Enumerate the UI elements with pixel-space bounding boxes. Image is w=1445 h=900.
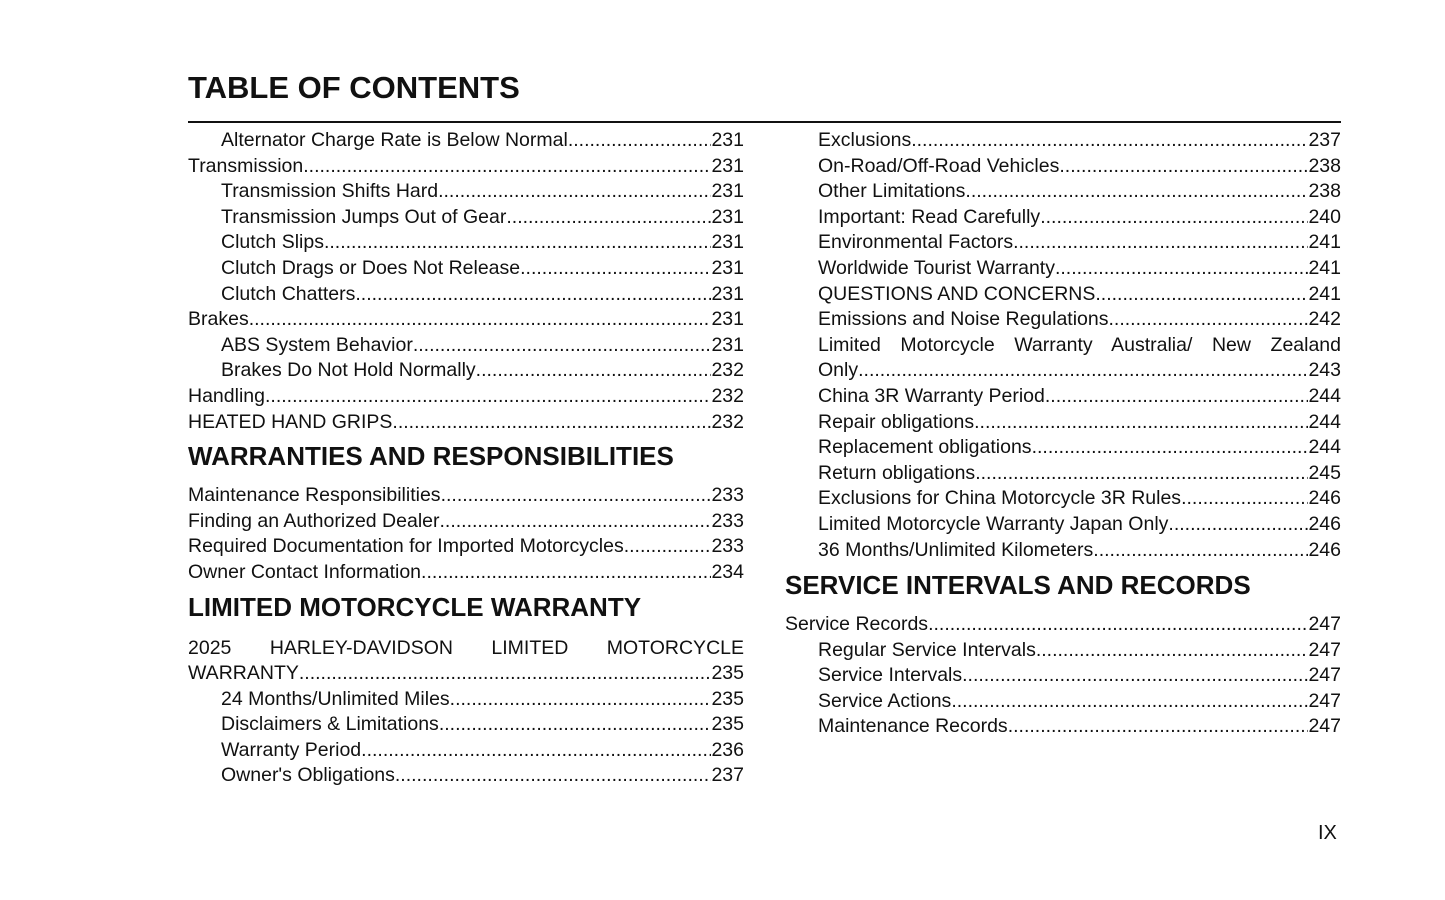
toc-entry[interactable] bbox=[785, 384, 1341, 410]
toc-entry-page: 231 bbox=[711, 282, 744, 305]
toc-entry[interactable] bbox=[188, 282, 744, 308]
toc-entry-page: 241 bbox=[1308, 256, 1341, 279]
toc-leader-dots bbox=[1181, 486, 1308, 512]
page-title: TABLE OF CONTENTS bbox=[188, 70, 520, 105]
toc-entry[interactable] bbox=[785, 486, 1341, 512]
toc-entry-title: WARRANTY bbox=[188, 662, 299, 685]
toc-entry-title: Finding an Authorized Dealer bbox=[188, 509, 440, 532]
toc-entry-page: 247 bbox=[1308, 638, 1341, 661]
toc-entry-harley-line1[interactable]: 2025 HARLEY-DAVIDSON LIMITED MOTORCYCLE bbox=[188, 636, 744, 659]
toc-leader-dots bbox=[303, 154, 711, 180]
toc-group bbox=[188, 128, 744, 435]
toc-leader-dots bbox=[962, 663, 1308, 689]
toc-entry[interactable] bbox=[785, 358, 1341, 384]
toc-leader-dots bbox=[1059, 154, 1308, 180]
toc-leader-dots bbox=[568, 128, 712, 154]
section-heading-warranties: WARRANTIES AND RESPONSIBILITIES bbox=[188, 441, 674, 472]
toc-entry[interactable] bbox=[188, 205, 744, 231]
toc-leader-dots bbox=[1168, 512, 1308, 538]
toc-entry[interactable] bbox=[785, 256, 1341, 282]
toc-leader-dots bbox=[355, 282, 711, 308]
toc-entry-page: 241 bbox=[1308, 231, 1341, 254]
toc-entry-page: 233 bbox=[711, 535, 744, 558]
toc-entry-page: 233 bbox=[711, 509, 744, 532]
toc-entry-page: 244 bbox=[1308, 436, 1341, 459]
toc-entry-title: Worldwide Tourist Warranty bbox=[818, 256, 1055, 279]
section-heading-service: SERVICE INTERVALS AND RECORDS bbox=[785, 570, 1251, 601]
toc-entry[interactable] bbox=[785, 179, 1341, 205]
toc-entry[interactable] bbox=[188, 230, 744, 256]
toc-entry-title: Limited Motorcycle Warranty Japan Only bbox=[818, 512, 1169, 535]
toc-leader-dots bbox=[858, 358, 1308, 384]
toc-entry-title: Warranty Period bbox=[221, 738, 362, 761]
toc-leader-dots bbox=[974, 410, 1308, 436]
toc-entry-page: 247 bbox=[1308, 613, 1341, 636]
toc-entry-title: Owner's Obligations bbox=[221, 764, 395, 787]
toc-entry-page: 231 bbox=[711, 129, 744, 151]
toc-entry-page: 231 bbox=[711, 154, 744, 177]
toc-leader-dots bbox=[1036, 638, 1309, 664]
toc-group bbox=[785, 384, 1341, 563]
toc-entry-title: Handling bbox=[188, 384, 265, 407]
toc-entry-title: Service Actions bbox=[818, 689, 952, 712]
toc-entry-title: Clutch Drags or Does Not Release bbox=[221, 256, 521, 279]
toc-entry-page: 245 bbox=[1308, 461, 1341, 484]
toc-entry[interactable] bbox=[188, 763, 744, 789]
toc-entry-title: Clutch Slips bbox=[221, 231, 324, 254]
toc-entry-page: 237 bbox=[1308, 129, 1341, 151]
toc-leader-dots bbox=[1032, 435, 1309, 461]
toc-entry-title: Service Intervals bbox=[818, 664, 963, 687]
toc-entry-title: Brakes bbox=[188, 308, 249, 331]
toc-leader-dots bbox=[911, 128, 1308, 154]
toc-entry-page: 247 bbox=[1308, 715, 1341, 738]
toc-group bbox=[188, 483, 744, 585]
toc-leader-dots bbox=[395, 763, 712, 789]
toc-entry[interactable] bbox=[188, 712, 744, 738]
toc-entry-page: 244 bbox=[1308, 410, 1341, 433]
toc-entry-title: Replacement obligations bbox=[818, 436, 1032, 459]
toc-leader-dots bbox=[1093, 538, 1308, 564]
toc-entry-page: 246 bbox=[1308, 487, 1341, 510]
toc-entry-title: 24 Months/Unlimited Miles bbox=[221, 687, 450, 710]
toc-entry-page: 231 bbox=[711, 256, 744, 279]
toc-leader-dots bbox=[249, 307, 712, 333]
toc-leader-dots bbox=[1108, 307, 1308, 333]
toc-entry[interactable] bbox=[188, 534, 744, 560]
toc-entry-page: 238 bbox=[1308, 180, 1341, 203]
toc-entry-page: 235 bbox=[711, 687, 744, 710]
toc-entry-page: 247 bbox=[1308, 689, 1341, 712]
toc-entry-australia-line1[interactable]: Limited Motorcycle Warranty Australia/ New Zealand bbox=[818, 333, 1341, 356]
toc-entry-page: 231 bbox=[711, 205, 744, 228]
toc-left-column bbox=[188, 128, 744, 789]
toc-entry-page: 246 bbox=[1308, 538, 1341, 561]
toc-entry-title: Required Documentation for Imported Motorcycles bbox=[188, 535, 624, 558]
toc-entry-title: Disclaimers & Limitations bbox=[221, 713, 439, 736]
toc-entry[interactable] bbox=[785, 435, 1341, 461]
toc-entry[interactable] bbox=[785, 461, 1341, 487]
toc-entry-title: On-Road/Off-Road Vehicles bbox=[818, 154, 1060, 177]
toc-entry[interactable] bbox=[188, 128, 744, 154]
toc-entry-title: 36 Months/Unlimited Kilometers bbox=[818, 538, 1094, 561]
toc-entry-page: 234 bbox=[711, 560, 744, 583]
toc-entry-page: 231 bbox=[711, 308, 744, 331]
toc-entry-title: Maintenance Records bbox=[818, 715, 1008, 738]
toc-entry-page: 242 bbox=[1308, 308, 1341, 331]
toc-entry[interactable] bbox=[188, 307, 744, 333]
toc-entry-page: 231 bbox=[711, 180, 744, 203]
toc-leader-dots bbox=[421, 560, 711, 586]
toc-entry-title: China 3R Warranty Period bbox=[818, 384, 1045, 407]
toc-entry-page: 246 bbox=[1308, 512, 1341, 535]
toc-entry[interactable] bbox=[785, 612, 1341, 638]
section-heading-limited-warranty: LIMITED MOTORCYCLE WARRANTY bbox=[188, 591, 642, 622]
toc-entry[interactable] bbox=[785, 128, 1341, 154]
toc-entry-page: 236 bbox=[711, 738, 744, 761]
toc-entry[interactable] bbox=[188, 483, 744, 509]
toc-entry[interactable] bbox=[188, 560, 744, 586]
toc-leader-dots bbox=[1008, 714, 1309, 740]
toc-entry[interactable] bbox=[785, 538, 1341, 564]
toc-leader-dots bbox=[361, 738, 711, 764]
toc-entry[interactable] bbox=[188, 661, 744, 687]
toc-leader-dots bbox=[1013, 230, 1308, 256]
toc-entry[interactable] bbox=[785, 410, 1341, 436]
toc-entry-title: Important: Read Carefully bbox=[818, 205, 1041, 228]
toc-entry[interactable] bbox=[188, 509, 744, 535]
title-divider bbox=[188, 121, 1341, 123]
toc-entry-title: Other Limitations bbox=[818, 180, 966, 203]
toc-entry-title: Service Records bbox=[785, 613, 929, 636]
toc-entry-title: Clutch Chatters bbox=[221, 282, 356, 305]
toc-entry-page: 231 bbox=[711, 231, 744, 254]
toc-entry[interactable] bbox=[785, 282, 1341, 308]
toc-group bbox=[785, 128, 1341, 333]
toc-entry[interactable] bbox=[188, 154, 744, 180]
toc-leader-dots bbox=[928, 612, 1308, 638]
toc-entry-page: 240 bbox=[1308, 205, 1341, 228]
toc-leader-dots bbox=[1095, 282, 1308, 308]
toc-leader-dots bbox=[965, 179, 1308, 205]
toc-entry[interactable] bbox=[785, 663, 1341, 689]
toc-leader-dots bbox=[624, 534, 712, 560]
toc-leader-dots bbox=[450, 687, 712, 713]
toc-leader-dots bbox=[975, 461, 1308, 487]
toc-entry-title: Brakes Do Not Hold Normally bbox=[221, 359, 476, 382]
toc-entry[interactable] bbox=[188, 333, 744, 359]
toc-entry-title: Exclusions for China Motorcycle 3R Rules bbox=[818, 487, 1182, 510]
toc-leader-dots bbox=[324, 230, 711, 256]
toc-entry-page: 235 bbox=[711, 713, 744, 736]
toc-entry-page: 247 bbox=[1308, 664, 1341, 687]
toc-leader-dots bbox=[265, 384, 711, 410]
toc-leader-dots bbox=[438, 179, 711, 205]
toc-entry[interactable] bbox=[785, 307, 1341, 333]
toc-leader-dots bbox=[413, 333, 712, 359]
toc-entry-title: Alternator Charge Rate is Below Normal bbox=[221, 129, 568, 151]
toc-entry-title: HEATED HAND GRIPS bbox=[188, 410, 393, 433]
toc-entry-title: Transmission Shifts Hard bbox=[221, 180, 439, 203]
toc-leader-dots bbox=[299, 661, 712, 687]
toc-entry-page: 231 bbox=[711, 333, 744, 356]
toc-entry[interactable] bbox=[188, 410, 744, 436]
toc-entry-title: Only bbox=[818, 359, 859, 382]
toc-leader-dots bbox=[476, 358, 712, 384]
toc-entry-title: Environmental Factors bbox=[818, 231, 1014, 254]
toc-leader-dots bbox=[1045, 384, 1309, 410]
toc-entry-page: 232 bbox=[711, 359, 744, 382]
toc-entry-title: QUESTIONS AND CONCERNS bbox=[818, 282, 1096, 305]
toc-leader-dots bbox=[441, 483, 712, 509]
toc-entry-title: Repair obligations bbox=[818, 410, 975, 433]
toc-leader-dots bbox=[506, 205, 711, 231]
toc-entry[interactable] bbox=[188, 738, 744, 764]
toc-entry-title: Regular Service Intervals bbox=[818, 638, 1036, 661]
toc-entry[interactable] bbox=[785, 230, 1341, 256]
toc-entry-title: Transmission Jumps Out of Gear bbox=[221, 205, 507, 228]
toc-entry-page: 243 bbox=[1308, 359, 1341, 382]
toc-entry[interactable] bbox=[785, 154, 1341, 180]
toc-leader-dots bbox=[392, 410, 711, 436]
toc-leader-dots bbox=[439, 712, 712, 738]
toc-entry[interactable] bbox=[188, 358, 744, 384]
toc-entry[interactable] bbox=[785, 512, 1341, 538]
toc-entry-page: 232 bbox=[711, 410, 744, 433]
toc-entry-title: Exclusions bbox=[818, 129, 912, 151]
toc-entry[interactable] bbox=[188, 384, 744, 410]
toc-entry-page: 233 bbox=[711, 484, 744, 507]
toc-leader-dots bbox=[1040, 205, 1308, 231]
toc-leader-dots bbox=[951, 689, 1308, 715]
toc-entry-page: 237 bbox=[711, 764, 744, 787]
toc-leader-dots bbox=[440, 509, 712, 535]
toc-entry[interactable] bbox=[785, 689, 1341, 715]
toc-leader-dots bbox=[1055, 256, 1308, 282]
toc-entry-page: 235 bbox=[711, 662, 744, 685]
toc-group bbox=[188, 687, 744, 789]
toc-entry-page: 232 bbox=[711, 384, 744, 407]
toc-right-column bbox=[785, 128, 1341, 740]
toc-entry[interactable] bbox=[785, 714, 1341, 740]
toc-entry[interactable] bbox=[188, 179, 744, 205]
toc-entry-title: Owner Contact Information bbox=[188, 560, 422, 583]
toc-entry-page: 238 bbox=[1308, 154, 1341, 177]
toc-entry-title: Return obligations bbox=[818, 461, 976, 484]
toc-entry-title: ABS System Behavior bbox=[221, 333, 413, 356]
toc-entry[interactable] bbox=[188, 256, 744, 282]
toc-entry[interactable] bbox=[785, 205, 1341, 231]
page-number: IX bbox=[1318, 822, 1337, 844]
toc-entry-page: 241 bbox=[1308, 282, 1341, 305]
toc-entry-title: Transmission bbox=[188, 154, 304, 177]
toc-entry-page: 244 bbox=[1308, 384, 1341, 407]
toc-entry-title: Emissions and Noise Regulations bbox=[818, 308, 1109, 331]
toc-entry[interactable] bbox=[188, 687, 744, 713]
toc-entry-title: Maintenance Responsibilities bbox=[188, 484, 441, 507]
toc-group bbox=[785, 612, 1341, 740]
toc-leader-dots bbox=[520, 256, 711, 282]
toc-entry[interactable] bbox=[785, 638, 1341, 664]
